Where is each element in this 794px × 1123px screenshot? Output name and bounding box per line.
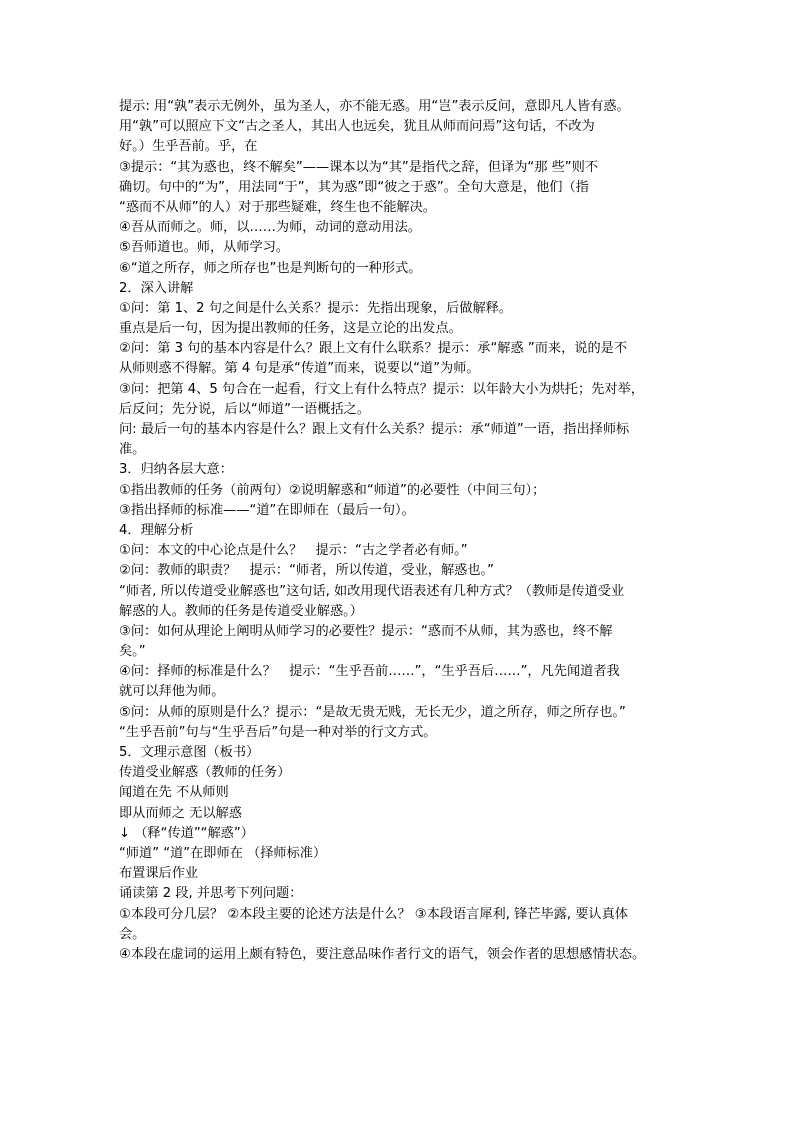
text-line: ③提示：“其为惑也，终不解矣”——课本以为“其”是指代之辞，但译为“那 些”则不 <box>119 159 599 175</box>
text-line: 解惑的人。教师的任务是传道受业解惑。） <box>119 603 363 619</box>
text-line: 确切。句中的“为”，用法同“于”，其为惑”即“彼之于惑”。全句大意是，他们（指 <box>119 179 589 195</box>
text-line: 就可以拜他为师。 <box>119 684 225 700</box>
text-line: 闻道在先 不从师则 <box>119 785 229 801</box>
text-line: ②问：教师的职责？ 提示：“师者，所以传道，受业，解惑也。” <box>119 563 494 579</box>
text-line: ④本段在虚词的运用上颇有特色，要注意品味作者行文的语气，领会作者的思想感情状态。 <box>119 946 646 962</box>
text-line: ③指出择师的标准——“道”在即师在（最后一句）。 <box>119 502 415 518</box>
text-line: 即从而师之 无以解惑 <box>119 805 242 821</box>
text-line: ⑤问：从师的原则是什么？提示：“是故无贵无贱，无长无少，道之所存，师之所存也。” <box>119 704 626 720</box>
section-heading: 4．理解分析 <box>119 522 194 538</box>
document-body <box>119 97 681 965</box>
text-line: 传道受业解惑（教师的任务） <box>119 765 291 781</box>
text-line: “师者, 所以传道受业解惑也”这句话, 如改用现代语表述有几种方式？（教师是传道受业 <box>119 583 625 599</box>
text-line: ③问：如何从理论上阐明从师学习的必要性？提示：“惑而不从师，其为惑也，终不解 <box>119 623 613 639</box>
text-line: ↓ （释“传道”“解惑”） <box>119 825 254 841</box>
text-line: ③问：把第 4、5 句合在一起看，行文上有什么特点？提示：以年龄大小为烘托；先对举， <box>119 381 644 397</box>
section-heading: 5．文理示意图（板书） <box>119 745 260 760</box>
section-heading: 3．归纳各层大意： <box>119 462 233 478</box>
section-heading: 2．深入讲解 <box>119 280 194 296</box>
text-line: ④吾从而师之。师，以……为师，动词的意动用法。 <box>119 220 421 236</box>
text-line: “惑而不从师”的人）对于那些疑难，终生也不能解决。 <box>119 199 436 215</box>
text-line: ②问：第 3 句的基本内容是什么？跟上文有什么联系？提示：承“解惑 ”而来，说的是不 <box>119 341 628 357</box>
text-line: “生乎吾前”句与“生乎吾后”句是一种对举的行文方式。 <box>119 724 437 740</box>
text-line: 矣。” <box>119 644 146 660</box>
text-line: 提示: 用“孰”表示无例外，虽为圣人，亦不能无惑。用“岂”表示反问，意即凡人皆有惑。 <box>119 99 630 114</box>
text-line: ①问：第 1、2 句之间是什么关系？提示：先指出现象，后做解释。 <box>119 300 513 316</box>
text-line: 诵读第 2 段, 并思考下列问题： <box>119 886 303 902</box>
text-line: 重点是后一句，因为提出教师的任务，这是立论的出发点。 <box>119 321 462 337</box>
text-line: 后反问；先分说，后以“师道”一语概括之。 <box>119 401 371 417</box>
text-line: 会。 <box>119 926 146 942</box>
text-line: “师道” “道”在即师在 （择师标准） <box>119 845 327 861</box>
text-line: ⑥“道之所存，师之所存也”也是判断句的一种形式。 <box>119 260 422 276</box>
text-line: ④问：择师的标准是什么？ 提示：“生乎吾前……”，“生乎吾后……”，凡先闻道者我 <box>119 664 620 680</box>
text-line: ①指出教师的任务（前两句）②说明解惑和“师道”的必要性（中间三句）； <box>119 482 546 498</box>
text-line: ①问：本文的中心论点是什么？ 提示：“古之学者必有师。” <box>119 543 468 559</box>
text-line: ⑤吾师道也。师，从师学习。 <box>119 240 290 256</box>
section-heading: 布置课后作业 <box>119 866 199 882</box>
text-line: 用“孰”可以照应下文“古之圣人，其出人也远矣，犹且从师而问焉”这句话，不改为 <box>119 119 595 135</box>
text-line: 准。 <box>119 442 146 458</box>
text-line: 从师则惑不得解。第 4 句是承“传道”而来，说要以“道”为师。 <box>119 361 480 377</box>
text-line: 好。）生乎吾前。乎，在 <box>119 139 258 155</box>
text-line: 问: 最后一句的基本内容是什么？跟上文有什么关系？提示：承“师道”一语，指出择师标 <box>119 422 630 437</box>
text-line: ①本段可分几层？ ②本段主要的论述方法是什么？ ③本段语言犀利, 锋芒毕露, 要认真体 <box>119 906 628 922</box>
